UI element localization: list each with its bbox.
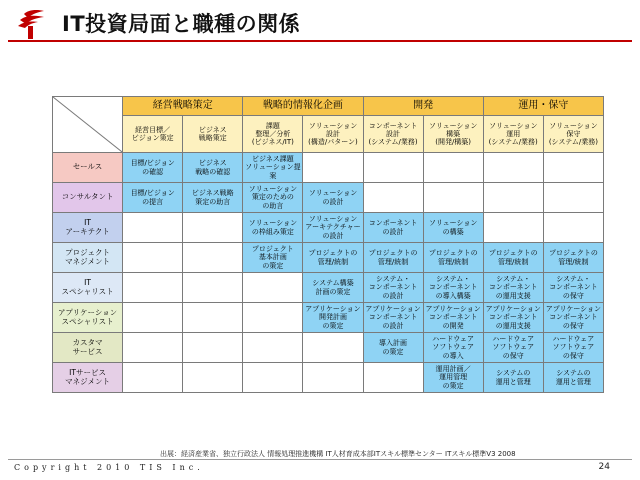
activity-cell: コンポーネント の設計 — [363, 213, 423, 243]
source-citation: 出展：経済産業省、独立行政法人 情報処理推進機構 IT人材育成本部ITスキル標準センター ITスキル標準V3 2008 — [160, 450, 516, 458]
role-row — [53, 363, 604, 393]
activity-cell: システム・ コンポーネント の導入構築 — [423, 273, 483, 303]
page-number: 24 — [598, 462, 610, 472]
activity-header: コンポーネント 設計 (システム/業務) — [363, 116, 423, 153]
activity-cell: ビジネス戦略 策定の助言 — [183, 183, 243, 213]
role-row — [53, 243, 604, 273]
empty-cell — [183, 273, 243, 303]
activity-cell: システムの 運用と管理 — [543, 363, 603, 393]
role-label: コンサルタント — [53, 183, 123, 213]
phase-group-header: 戦略的情報化企画 — [243, 97, 363, 116]
empty-cell — [423, 153, 483, 183]
activity-cell: システム・ コンポーネント の保守 — [543, 273, 603, 303]
empty-cell — [303, 363, 363, 393]
activity-header: ソリューション 構築 (開発/構築) — [423, 116, 483, 153]
activity-header: 経営目標／ ビジョン策定 — [123, 116, 183, 153]
role-label: IT スペシャリスト — [53, 273, 123, 303]
phase-group-header: 運用・保守 — [483, 97, 603, 116]
corner-diagonal — [53, 97, 122, 152]
activity-cell: システム・ コンポーネント の設計 — [363, 273, 423, 303]
corner-cell — [53, 97, 123, 153]
role-label: IT アーキテクト — [53, 213, 123, 243]
activity-cell: アプリケーション 開発計画 の策定 — [303, 303, 363, 333]
role-row — [53, 333, 604, 363]
empty-cell — [243, 333, 303, 363]
activity-cell: プロジェクトの 管理/統制 — [543, 243, 603, 273]
activity-cell: システムの 運用と管理 — [483, 363, 543, 393]
role-label: アプリケーション スペシャリスト — [53, 303, 123, 333]
empty-cell — [483, 183, 543, 213]
empty-cell — [543, 153, 603, 183]
empty-cell — [363, 183, 423, 213]
activity-cell: 運用計画／ 運用管理 の策定 — [423, 363, 483, 393]
activity-cell: プロジェクトの 管理/統制 — [483, 243, 543, 273]
empty-cell — [423, 183, 483, 213]
empty-cell — [363, 363, 423, 393]
activity-cell: ビジネス課題 ソリューション提案 — [243, 153, 303, 183]
empty-cell — [483, 153, 543, 183]
activity-cell: ハードウェア ソフトウェア の導入 — [423, 333, 483, 363]
empty-cell — [543, 183, 603, 213]
activity-cell: 目標/ビジョン の確認 — [123, 153, 183, 183]
activity-cell: プロジェクト 基本計画 の策定 — [243, 243, 303, 273]
empty-cell — [363, 153, 423, 183]
activity-cell: アプリケーション コンポーネント の設計 — [363, 303, 423, 333]
activity-header: ビジネス 戦略策定 — [183, 116, 243, 153]
empty-cell — [243, 363, 303, 393]
activity-cell: ソリューション アーキテクチャー の設計 — [303, 213, 363, 243]
phase-group-header: 経営戦略策定 — [123, 97, 243, 116]
role-row — [53, 183, 604, 213]
activity-cell: 導入計画 の策定 — [363, 333, 423, 363]
activity-cell: プロジェクトの 管理/統制 — [423, 243, 483, 273]
role-label: ITサービス マネジメント — [53, 363, 123, 393]
role-label: カスタマ サービス — [53, 333, 123, 363]
empty-cell — [123, 213, 183, 243]
activity-cell: システム構築 計画の策定 — [303, 273, 363, 303]
empty-cell — [183, 243, 243, 273]
activity-cell: ソリューション の設計 — [303, 183, 363, 213]
empty-cell — [123, 363, 183, 393]
copyright-notice: Copyright 2010 TIS Inc. — [14, 463, 204, 472]
activity-cell: ソリューション 策定のための の助言 — [243, 183, 303, 213]
activity-cell: アプリケーション コンポーネント の運用支援 — [483, 303, 543, 333]
activity-header: ソリューション 運用 (システム/業務) — [483, 116, 543, 153]
role-label: セールス — [53, 153, 123, 183]
footer-divider — [8, 459, 632, 460]
empty-cell — [123, 333, 183, 363]
role-label: プロジェクト マネジメント — [53, 243, 123, 273]
activity-cell: ハードウェア ソフトウェア の保守 — [543, 333, 603, 363]
activity-cell: 目標/ビジョン の提言 — [123, 183, 183, 213]
phase-group-header: 開発 — [363, 97, 483, 116]
role-row — [53, 153, 604, 183]
activity-header-row — [53, 116, 604, 153]
title-underline — [8, 40, 632, 42]
role-phase-matrix — [52, 96, 604, 393]
empty-cell — [183, 213, 243, 243]
empty-cell — [183, 333, 243, 363]
empty-cell — [243, 303, 303, 333]
activity-cell: アプリケーション コンポーネント の保守 — [543, 303, 603, 333]
empty-cell — [183, 303, 243, 333]
page-title: IT投資局面と職種の関係 — [62, 12, 301, 36]
activity-header: ソリューション 設計 (構造/パターン) — [303, 116, 363, 153]
empty-cell — [243, 273, 303, 303]
activity-cell: アプリケーション コンポーネント の開発 — [423, 303, 483, 333]
empty-cell — [543, 213, 603, 243]
torch-logo-icon — [14, 6, 56, 40]
phase-header-row — [53, 97, 604, 116]
empty-cell — [483, 213, 543, 243]
role-row — [53, 213, 604, 243]
activity-cell: ソリューション の構築 — [423, 213, 483, 243]
empty-cell — [183, 363, 243, 393]
empty-cell — [303, 153, 363, 183]
activity-cell: ビジネス 戦略の確認 — [183, 153, 243, 183]
empty-cell — [123, 243, 183, 273]
role-row — [53, 273, 604, 303]
activity-header: ソリューション 保守 (システム/業務) — [543, 116, 603, 153]
activity-cell: ソリューション の枠組み策定 — [243, 213, 303, 243]
role-row — [53, 303, 604, 333]
empty-cell — [123, 303, 183, 333]
activity-cell: システム・ コンポーネント の運用支援 — [483, 273, 543, 303]
activity-cell: ハードウェア ソフトウェア の保守 — [483, 333, 543, 363]
empty-cell — [303, 333, 363, 363]
activity-cell: プロジェクトの 管理/統制 — [363, 243, 423, 273]
activity-header: 課題 整理／分析 (ビジネス/IT) — [243, 116, 303, 153]
activity-cell: プロジェクトの 管理/統制 — [303, 243, 363, 273]
empty-cell — [123, 273, 183, 303]
